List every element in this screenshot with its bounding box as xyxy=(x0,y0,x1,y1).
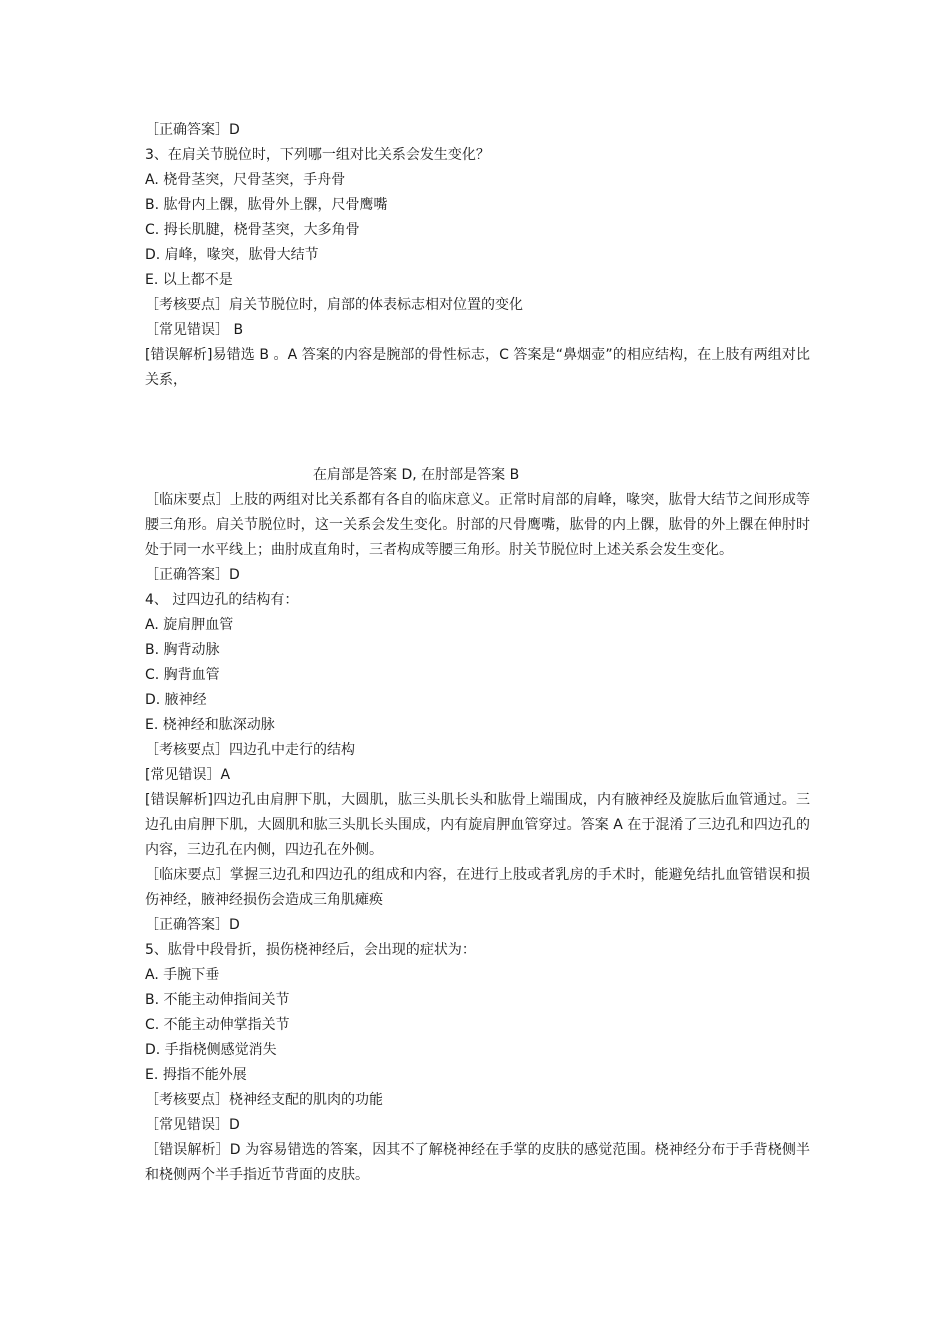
q3-error-analysis: [错误解析]易错选 B 。A 答案的内容是腕部的骨性标志，C 答案是“鼻烟壶”的相应结构，在上肢有两组对比关系， xyxy=(145,347,810,388)
q5-key-point: ［考核要点］桡神经支配的肌肉的功能 xyxy=(145,1092,383,1108)
q3-option-e: E. 以上都不是 xyxy=(145,272,233,288)
q5-question: 5、肱骨中段骨折，损伤桡神经后，会出现的症状为： xyxy=(145,942,476,958)
document-page xyxy=(145,118,810,1188)
q4-option-b: B. 胸背动脉 xyxy=(145,642,220,658)
q5-option-e: E. 拇指不能外展 xyxy=(145,1067,247,1083)
q4-key-point: ［考核要点］四边孔中走行的结构 xyxy=(145,742,355,758)
q5-option-a: A. 手腕下垂 xyxy=(145,967,220,983)
q4-option-a: A. 旋肩胛血管 xyxy=(145,617,234,633)
q3-option-a: A. 桡骨茎突，尺骨茎突，手舟骨 xyxy=(145,172,346,188)
q4-clinical-point: ［临床要点］掌握三边孔和四边孔的组成和内容，在进行上肢或者乳房的手术时，能避免结扎血管错误和损伤神经，腋神经损伤会造成三角肌瘫痪 xyxy=(145,867,810,908)
q3-clinical-point: ［临床要点］上肢的两组对比关系都有各自的临床意义。正常时肩部的肩峰，喙突，肱骨大结节之间形成等腰三角形。肩关节脱位时，这一关系会发生变化。肘部的尺骨鹰嘴，肱骨的内上髁，肱骨的外上髁在伸肘时处于同一水平线上；曲肘成直角时，三者构成等腰三角形。肘关节脱位时上述关系会发生变化。 xyxy=(145,492,810,558)
q3-error-analysis-continued: 在肩部是答案 D, 在肘部是答案 B xyxy=(313,467,520,483)
q5-option-b: B. 不能主动伸指间关节 xyxy=(145,992,290,1008)
q2-correct-answer: ［正确答案］D xyxy=(145,122,240,138)
q3-correct-answer: ［正确答案］D xyxy=(145,567,240,583)
q5-common-error: ［常见错误］D xyxy=(145,1117,240,1133)
q3-common-error: ［常见错误］ B xyxy=(145,322,244,338)
q5-option-c: C. 不能主动伸掌指关节 xyxy=(145,1017,290,1033)
q5-error-analysis: ［错误解析］D 为容易错选的答案，因其不了解桡神经在手掌的皮肤的感觉范围。桡神经分布于手背桡侧半和桡侧两个半手指近节背面的皮肤。 xyxy=(145,1142,810,1183)
q4-correct-answer: ［正确答案］D xyxy=(145,917,240,933)
q3-question: 3、在肩关节脱位时，下列哪一组对比关系会发生变化？ xyxy=(145,147,490,163)
q3-option-c: C. 拇长肌腱，桡骨茎突，大多角骨 xyxy=(145,222,360,238)
q4-option-c: C. 胸背血管 xyxy=(145,667,220,683)
q4-option-d: D. 腋神经 xyxy=(145,692,207,708)
q4-option-e: E. 桡神经和肱深动脉 xyxy=(145,717,275,733)
q4-error-analysis: [错误解析]四边孔由肩胛下肌，大圆肌，肱三头肌长头和肱骨上端围成，内有腋神经及旋肱后血管通过。三边孔由肩胛下肌，大圆肌和肱三头肌长头围成，内有旋肩胛血管穿过。答案 A 在于混淆了三边孔和四边孔的内容，三边孔在内侧，四边孔在外侧。 xyxy=(145,792,810,858)
q4-question: 4、 过四边孔的结构有： xyxy=(145,592,299,608)
q3-option-d: D. 肩峰，喙突，肱骨大结节 xyxy=(145,247,319,263)
q4-common-error: [常见错误］A xyxy=(145,767,231,783)
q5-option-d: D. 手指桡侧感觉消失 xyxy=(145,1042,277,1058)
q3-option-b: B. 肱骨内上髁，肱骨外上髁，尺骨鹰嘴 xyxy=(145,197,388,213)
q3-key-point: ［考核要点］肩关节脱位时，肩部的体表标志相对位置的变化 xyxy=(145,297,523,313)
page-gap xyxy=(145,393,810,463)
